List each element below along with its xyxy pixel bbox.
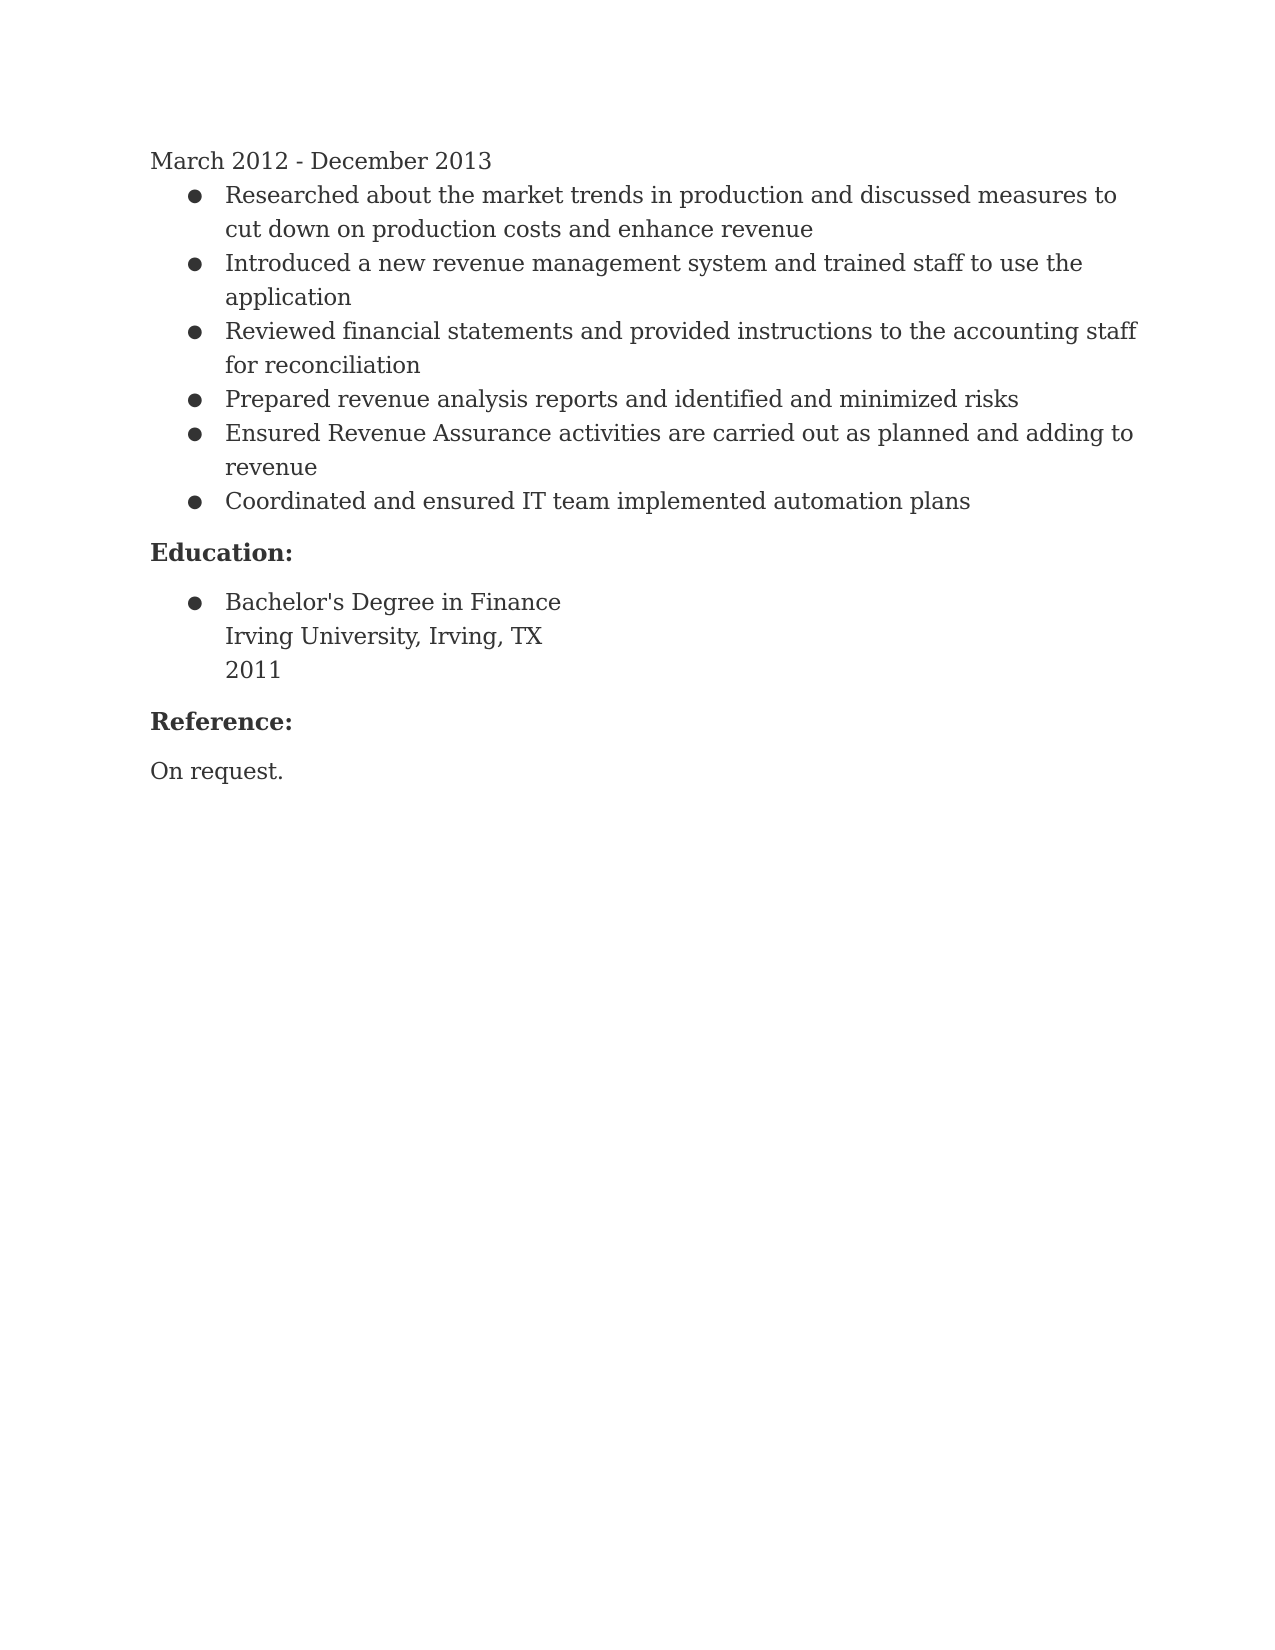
list-item xyxy=(187,417,1140,485)
bullet-icon: ● xyxy=(187,423,203,444)
bullet-text: Reviewed financial statements and provided instructions to the accounting staff for reconciliation xyxy=(225,319,1137,379)
list-item xyxy=(187,586,1140,688)
reference-text: On request. xyxy=(150,759,284,785)
education-year: 2011 xyxy=(225,658,283,684)
bullet-text: Coordinated and ensured IT team implemented automation plans xyxy=(225,489,971,515)
reference-heading: Reference: xyxy=(150,707,293,736)
list-item xyxy=(187,315,1140,383)
bullet-text: Introduced a new revenue management system and trained staff to use the application xyxy=(225,251,1083,311)
education-heading: Education: xyxy=(150,538,294,567)
bullet-icon: ● xyxy=(187,321,203,342)
bullet-text: Prepared revenue analysis reports and identified and minimized risks xyxy=(225,387,1019,413)
list-item xyxy=(187,179,1140,247)
bullet-text: Researched about the market trends in production and discussed measures to cut down on production costs and enhance revenue xyxy=(225,183,1117,243)
bullet-icon: ● xyxy=(187,592,203,613)
job-date-range: March 2012 - December 2013 xyxy=(150,149,492,175)
list-item xyxy=(187,247,1140,315)
list-item xyxy=(187,485,1140,519)
bullet-text: Ensured Revenue Assurance activities are carried out as planned and adding to revenue xyxy=(225,421,1134,481)
resume-page xyxy=(150,145,1140,789)
education-degree: Bachelor's Degree in Finance xyxy=(225,590,562,616)
bullet-icon: ● xyxy=(187,185,203,206)
experience-bullet-list xyxy=(150,179,1140,519)
list-item xyxy=(187,383,1140,417)
education-list xyxy=(150,586,1140,688)
bullet-icon: ● xyxy=(187,253,203,274)
education-school: Irving University, Irving, TX xyxy=(225,624,542,650)
bullet-icon: ● xyxy=(187,389,203,410)
bullet-icon: ● xyxy=(187,491,203,512)
